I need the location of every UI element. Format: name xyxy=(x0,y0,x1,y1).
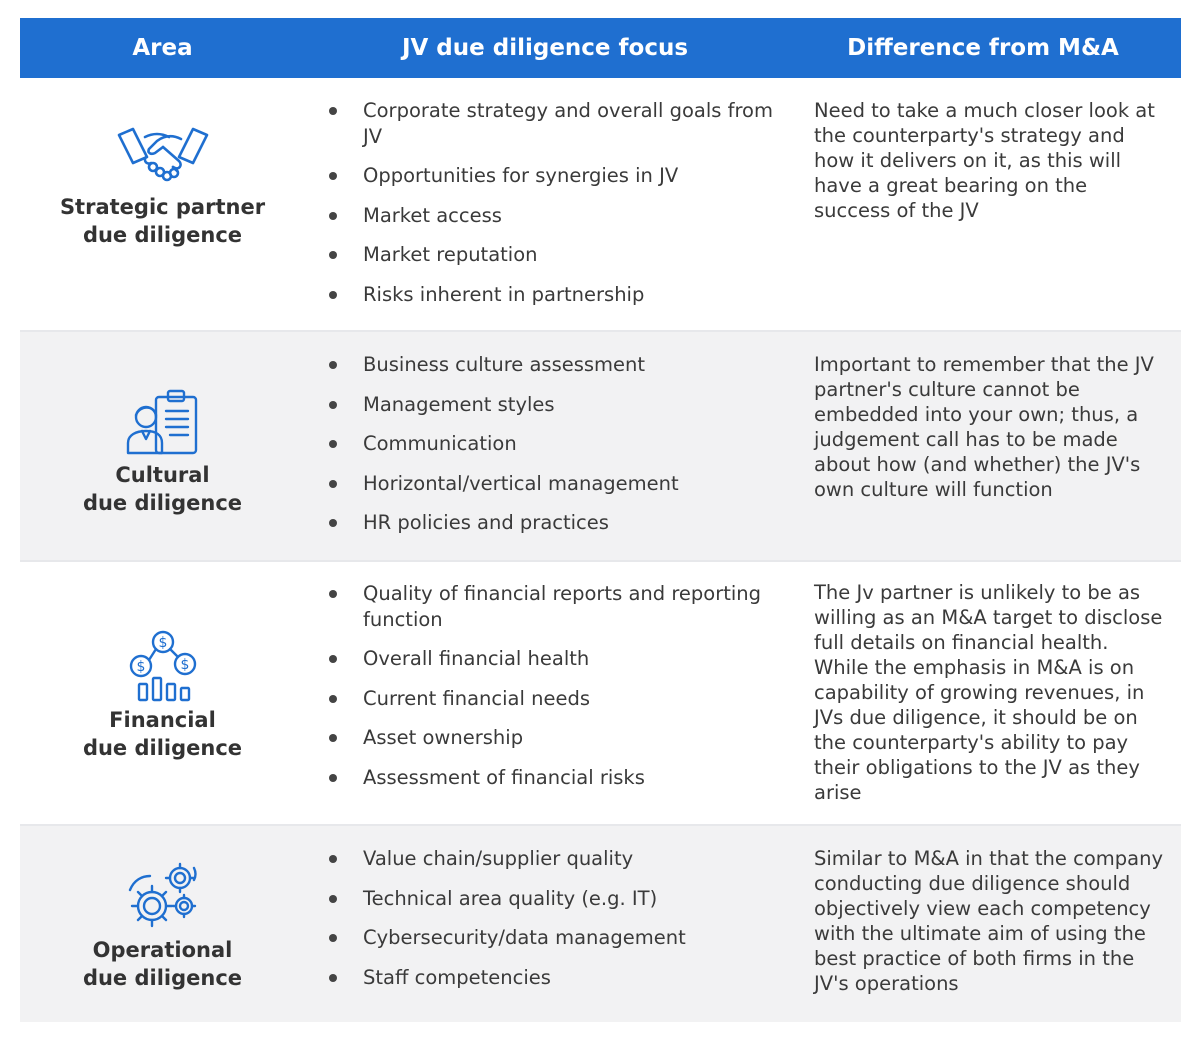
focus-list xyxy=(325,352,780,536)
area-name: Cultural due diligence xyxy=(82,463,243,515)
list-item: Value chain/supplier quality xyxy=(325,846,780,872)
list-item: Cybersecurity/data management xyxy=(325,925,780,951)
bullet-icon xyxy=(329,695,337,703)
list-item: Overall financial health xyxy=(325,646,780,672)
bullet-icon xyxy=(329,734,337,742)
area-name: Financial due diligence xyxy=(82,708,243,760)
bullet-icon xyxy=(329,401,337,409)
finance-chart-icon xyxy=(127,630,199,702)
list-item: Assessment of financial risks xyxy=(325,765,780,791)
list-item: Horizontal/vertical management xyxy=(325,471,780,497)
header-area: Area xyxy=(132,35,193,61)
difference-cell: Similar to M&A in that the company conducting due diligence should objectively view each competency with the ultimate aim of using the best practice of both firms in the JV's operations xyxy=(814,847,1163,995)
list-item: Current financial needs xyxy=(325,686,780,712)
difference-cell: Need to take a much closer look at the counterparty's strategy and how it delivers on it, as this will have a great bearing on the success of the JV xyxy=(814,99,1155,222)
area-cell xyxy=(20,562,305,824)
list-item: Market access xyxy=(325,203,780,229)
bullet-icon xyxy=(329,590,337,598)
focus-cell xyxy=(305,332,780,560)
table-header xyxy=(20,18,1181,78)
svg-text:$: $ xyxy=(180,657,189,673)
table-row xyxy=(20,562,1181,826)
bullet-icon xyxy=(329,212,337,220)
table-row xyxy=(20,332,1181,562)
comparison-table xyxy=(20,18,1181,1022)
list-item: Opportunities for synergies in JV xyxy=(325,163,780,189)
area-name: Operational due diligence xyxy=(82,938,243,990)
area-cell xyxy=(20,826,305,1022)
bullet-icon xyxy=(329,480,337,488)
focus-cell xyxy=(305,562,780,824)
handshake-icon xyxy=(117,123,209,189)
difference-cell: Important to remember that the JV partner's culture cannot be embedded into your own; thus, a judgement call has to be made about how (and whether) the JV's own culture will function xyxy=(814,353,1154,501)
list-item: Business culture assessment xyxy=(325,352,780,378)
bullet-icon xyxy=(329,107,337,115)
header-focus: JV due diligence focus xyxy=(401,35,689,61)
table-row xyxy=(20,78,1181,332)
focus-cell xyxy=(305,826,780,1022)
list-item: Corporate strategy and overall goals from JV xyxy=(325,98,780,149)
area-cell xyxy=(20,78,305,330)
list-item: Staff competencies xyxy=(325,965,780,991)
focus-list xyxy=(325,846,780,990)
area-cell xyxy=(20,332,305,560)
bullet-icon xyxy=(329,895,337,903)
bullet-icon xyxy=(329,655,337,663)
bullet-icon xyxy=(329,934,337,942)
svg-text:$: $ xyxy=(158,635,167,651)
list-item: Management styles xyxy=(325,392,780,418)
bullet-icon xyxy=(329,855,337,863)
svg-text:$: $ xyxy=(136,659,145,675)
list-item: Quality of financial reports and reporting function xyxy=(325,581,780,632)
person-clipboard-icon xyxy=(126,387,200,457)
difference-cell: The Jv partner is unlikely to be as willing as an M&A target to disclose full details on financial health. While the emphasis in M&A is on capability of growing revenues, in JVs due diligence, it should be on the counterparty's ability to pay their obligations to the JV as they arise xyxy=(814,581,1163,804)
focus-list xyxy=(325,98,780,307)
bullet-icon xyxy=(329,974,337,982)
bullet-icon xyxy=(329,774,337,782)
header-difference: Difference from M&A xyxy=(847,35,1119,61)
table-row xyxy=(20,826,1181,1022)
focus-cell xyxy=(305,78,780,330)
bullet-icon xyxy=(329,291,337,299)
bullet-icon xyxy=(329,440,337,448)
list-item: Technical area quality (e.g. IT) xyxy=(325,886,780,912)
bullet-icon xyxy=(329,361,337,369)
area-name: Strategic partner due diligence xyxy=(59,195,266,247)
list-item: HR policies and practices xyxy=(325,510,780,536)
list-item: Communication xyxy=(325,431,780,457)
bullet-icon xyxy=(329,519,337,527)
list-item: Risks inherent in partnership xyxy=(325,282,780,308)
bullet-icon xyxy=(329,172,337,180)
list-item: Market reputation xyxy=(325,242,780,268)
list-item: Asset ownership xyxy=(325,725,780,751)
focus-list xyxy=(325,581,780,790)
bullet-icon xyxy=(329,251,337,259)
gears-icon xyxy=(126,860,200,932)
